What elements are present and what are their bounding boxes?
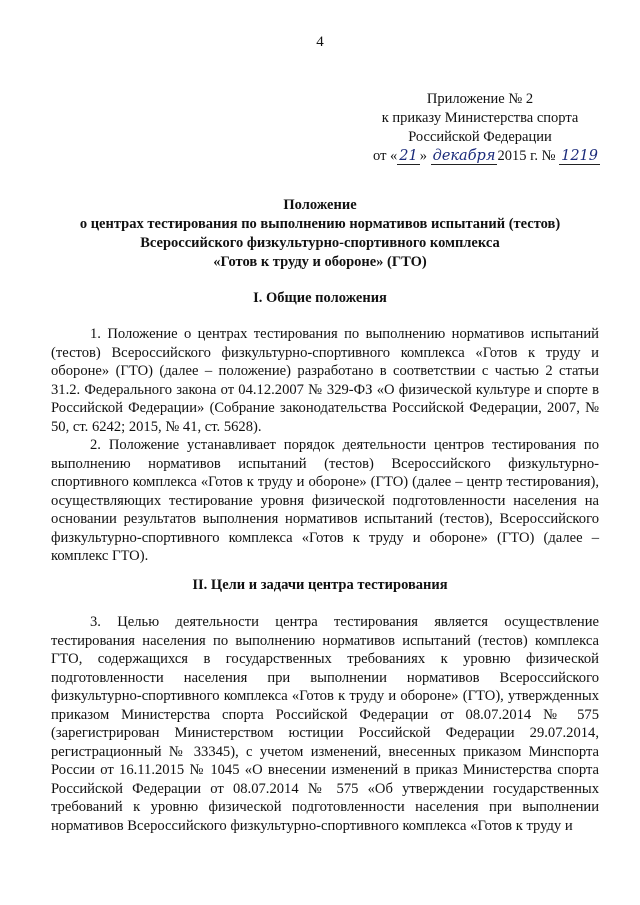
- handwritten-order-number: 1219: [561, 148, 598, 164]
- appendix-date-line: [360, 147, 600, 166]
- appendix-header: [360, 90, 600, 166]
- date-mid: »: [419, 148, 427, 164]
- paragraph-2: 2. Положение устанавливает порядок деятельности центров тестирования по выполнению нормативов испытаний (тестов) Всероссийского физкультурно-спортивного комплекса «Готов к труду и обороне» (ГТО) (далее – центр тестирования), осуществляющих тестирование уровня физической подготовленности населения на основании результатов выполнения нормативов испытаний (тестов), Всероссийского физкультурно-спортивного комплекса «Готов к труду и обороне» (ГТО) (далее – комплекс ГТО).: [51, 437, 599, 564]
- document-title: [40, 196, 600, 272]
- page-number: 4: [316, 34, 324, 50]
- appendix-federation: Российской Федерации: [408, 129, 552, 145]
- appendix-title: Приложение № 2: [426, 91, 534, 107]
- handwritten-day: 21: [399, 148, 418, 164]
- title-line-4: «Готов к труду и обороне» (ГТО): [213, 254, 427, 270]
- appendix-order-ref: к приказу Министерства спорта: [381, 110, 579, 126]
- title-line-2: о центрах тестирования по выполнению нормативов испытаний (тестов): [79, 216, 561, 232]
- title-line-3: Всероссийского физкультурно-спортивного комплекса: [140, 235, 500, 251]
- date-prefix: от «: [373, 148, 398, 164]
- handwritten-month: декабря: [432, 148, 496, 164]
- paragraph-1: 1. Положение о центрах тестирования по выполнению нормативов испытаний (тестов) Всероссийского физкультурно-спортивного комплекса «Готов к труду и обороне» (ГТО) (далее – положение) разработано в соответствии с частью 2 статьи 31.2. Федерального закона от 04.12.2007 № 329-ФЗ «О физической культуре и спорте в Российской Федерации» (Собрание законодательства Российской Федерации, 2007, № 50, ст. 6242; 2015, № 41, ст. 5628).: [51, 326, 599, 435]
- paragraph-3: 3. Целью деятельности центра тестирования является осуществление тестирования населения по выполнению нормативов испытаний (тестов) комплекса ГТО, содержащихся в государственных требованиях к уровню физической подготовленности населения при выполнении нормативов Всероссийского физкультурно-спортивного комплекса «Готов к труду и обороне» (ГТО), утвержденных приказом Министерства спорта Российской Федерации от 08.07.2014 № 575 (зарегистрирован Министерством юстиции Российской Федерации 29.07.2014, регистрационный № 33345), с учетом изменений, внесенных приказом Минспорта России от 16.11.2015 № 1045 «О внесении изменений в приказ Министерства спорта Российской Федерации от 08.07.2014 № 575 «Об утверждении государственных требований к уровню физической подготовленности населения при выполнении нормативов Всероссийского физкультурно-спортивного комплекса «Готов к труду и: [51, 614, 599, 834]
- title-line-1: Положение: [283, 197, 357, 213]
- date-year: 2015 г. №: [497, 148, 556, 164]
- section-1-heading: I. Общие положения: [253, 290, 387, 306]
- section-2-heading: II. Цели и задачи центра тестирования: [192, 577, 448, 593]
